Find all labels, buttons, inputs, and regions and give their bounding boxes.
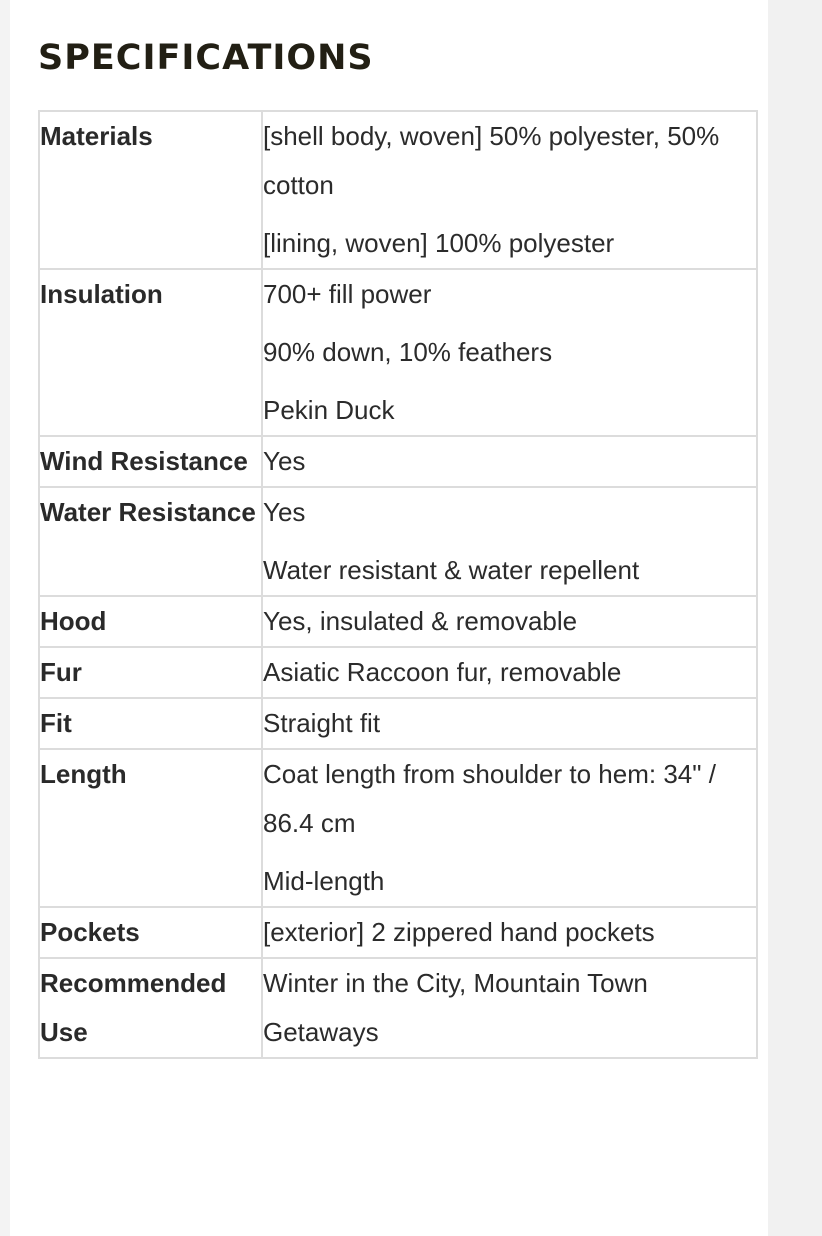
spec-label: Materials [40,121,153,151]
spec-value: [shell body, woven] 50% polyester, 50% cotton [263,121,720,200]
spec-label-cell [39,958,262,1058]
spec-row-recommended-use [39,958,757,1058]
spec-value-cell [262,907,757,958]
spec-label-cell [39,269,262,436]
spec-row-water-resistance [39,487,757,596]
specifications-table [38,110,758,1059]
spec-label-cell [39,907,262,958]
spec-row-insulation [39,269,757,436]
spec-label: Recommended Use [40,968,227,1047]
spec-row-materials [39,111,757,269]
spec-label: Wind Resistance [40,446,248,476]
section-title: SPECIFICATIONS [38,38,374,78]
spec-row-fur [39,647,757,698]
spec-label: Fur [40,657,82,687]
spec-label: Water Resistance [40,497,256,527]
spec-value-cell [262,698,757,749]
spec-label-cell [39,111,262,269]
spec-row-pockets [39,907,757,958]
spec-label: Length [40,759,127,789]
spec-label: Hood [40,606,107,636]
spec-label-cell [39,596,262,647]
spec-value: Straight fit [263,708,381,738]
spec-value-cell [262,269,757,436]
spec-label-cell [39,436,262,487]
spec-label-cell [39,698,262,749]
spec-label: Fit [40,708,72,738]
spec-label: Pockets [40,917,140,947]
spec-value: Mid-length [263,866,385,896]
spec-value-cell [262,436,757,487]
specifications-table-body [39,111,757,1058]
spec-row-fit [39,698,757,749]
spec-value: [lining, woven] 100% polyester [263,228,615,258]
spec-value-cell [262,749,757,907]
spec-value: 90% down, 10% feathers [263,337,553,367]
spec-row-wind-resistance [39,436,757,487]
spec-row-hood [39,596,757,647]
spec-value: [exterior] 2 zippered hand pockets [263,917,655,947]
spec-value-cell [262,487,757,596]
spec-value: 700+ fill power [263,279,432,309]
spec-value-cell [262,596,757,647]
spec-value: Coat length from shoulder to hem: 34" / 86.4 cm [263,759,716,838]
spec-value-cell [262,111,757,269]
spec-value: Winter in the City, Mountain Town Getaways [263,968,648,1047]
side-gutter [768,0,822,1236]
spec-label-cell [39,487,262,596]
spec-value: Yes, insulated & removable [263,606,578,636]
spec-label-cell [39,749,262,907]
spec-row-length [39,749,757,907]
spec-label-cell [39,647,262,698]
spec-value-cell [262,647,757,698]
spec-value: Yes [263,446,306,476]
spec-value: Pekin Duck [263,395,395,425]
spec-label: Insulation [40,279,163,309]
spec-value-cell [262,958,757,1058]
spec-value: Water resistant & water repellent [263,555,640,585]
spec-value: Asiatic Raccoon fur, removable [263,657,622,687]
spec-value: Yes [263,497,306,527]
